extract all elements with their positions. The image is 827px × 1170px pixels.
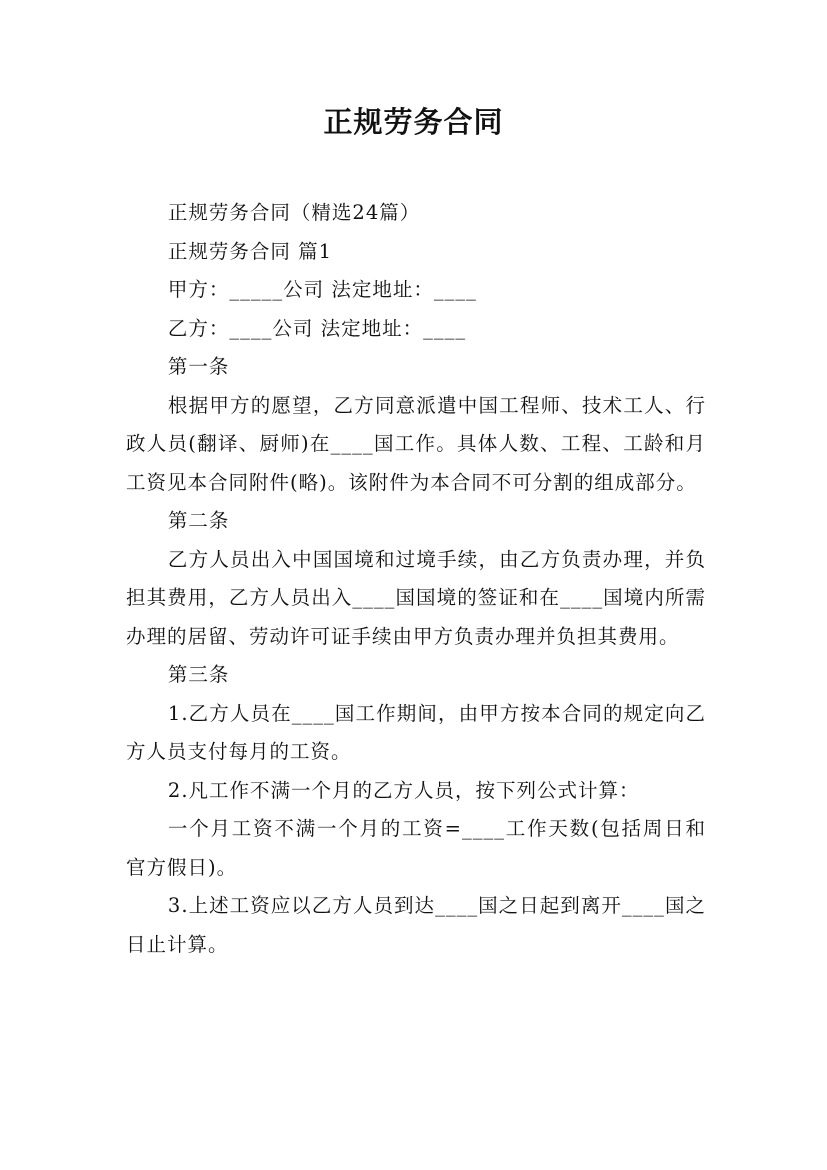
document-title: 正规劳务合同: [323, 105, 504, 139]
article-3-formula: 一个月工资不满一个月的工资=____工作天数(包括周日和官方假日)。: [126, 817, 706, 879]
paragraph-party-a: 甲方：_____公司 法定地址：____: [167, 278, 477, 301]
article-1-heading: 第一条: [167, 355, 230, 378]
article-3-clause-2: 2.凡工作不满一个月的乙方人员，按下列公式计算：: [167, 778, 640, 802]
article-3-clause-1: 1.乙方人员在____国工作期间，由甲方按本合同的规定向乙方人员支付每月的工资。: [126, 701, 706, 763]
article-3-heading: 第三条: [167, 663, 230, 686]
paragraph-party-b: 乙方：____公司 法定地址：____: [167, 316, 467, 340]
document-body: [126, 194, 706, 964]
article-1-text: 根据甲方的愿望，乙方同意派遣中国工程师、技术工人、行政人员(翻译、厨师)在____国工作。具体人数、工程、工龄和月工资见本合同附件(略)。该附件为本合同不可分割的组成部分。: [126, 393, 706, 494]
paragraph-section-heading: 正规劳务合同 篇1: [167, 239, 333, 263]
paragraph-subtitle: 正规劳务合同（精选24篇）: [167, 201, 421, 224]
article-2-heading: 第二条: [167, 509, 230, 532]
article-2-text: 乙方人员出入中国国境和过境手续，由乙方负责办理，并负担其费用，乙方人员出入____国国境的签证和在____国境内所需办理的居留、劳动许可证手续由甲方负责办理并负担其费用。: [126, 547, 706, 648]
article-3-clause-3: 3.上述工资应以乙方人员到达____国之日起到离开____国之日止计算。: [126, 894, 706, 956]
